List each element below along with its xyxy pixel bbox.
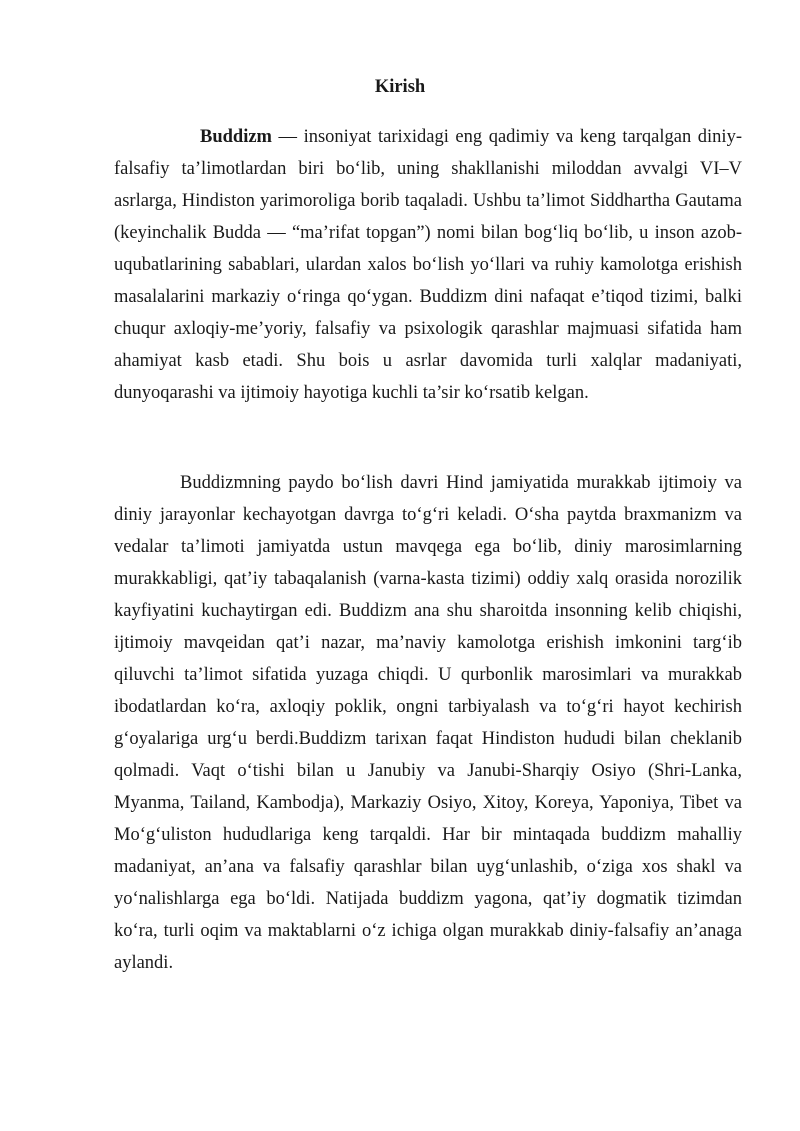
page-title: Kirish: [374, 77, 426, 97]
paragraph-intro-text: — insoniyat tarixidagi eng qadimiy va keng tarqalgan diniy-falsafiy ta’limotlardan biri bo‘lib, uning shakllanishi miloddan avvalgi VI–V asrlarga, Hindiston yarimoroliga borib taqaladi. Ushbu ta’limot Siddhartha Gautama (keyinchalik Budda — “ma’rifat topgan”) nomi bilan bog‘liq bo‘lib, u inson azob-uqubatlarining sabablari, ulardan xalos bo‘lish yo‘llari va ruhiy kamolotga erishish masalalarini markaziy o‘ringa qo‘ygan. Buddizm dini nafaqat e’tiqod tizimi, balki chuqur axloqiy-me’yoriy, falsafiy va psixologik qarashlar majmuasi sifatida ham ahamiyat kasb etadi. Shu bois u asrlar davomida turli xalqlar madaniyati, dunyoqarashi va ijtimoiy hayotiga kuchli ta’sir ko‘rsatib kelgan.: [114, 127, 742, 403]
paragraph-intro: [114, 121, 742, 409]
paragraph-lead-term: Buddizm: [200, 127, 272, 147]
paragraph-history: Buddizmning paydo bo‘lish davri Hind jamiyatida murakkab ijtimoiy va diniy jarayonlar kechayotgan davrga to‘g‘ri keladi. O‘sha paytda braxmanizm va vedalar ta’limoti jamiyatda ustun mavqega ega bo‘lib, diniy marosimlarning murakkabligi, qat’iy tabaqalanish (varna-kasta tizimi) oddiy xalq orasida norozilik kayfiyatini kuchaytirgan edi. Buddizm ana shu sharoitda insonning kelib chiqishi, ijtimoiy mavqeidan qat’i nazar, ma’naviy kamolotga erishish imkonini targ‘ib qiluvchi ta’limot sifatida yuzaga chiqdi. U qurbonlik marosimlari va murakkab ibodatlardan ko‘ra, axloqiy poklik, ongni tarbiyalash va to‘g‘ri hayot kechirish g‘oyalariga urg‘u berdi.Buddizm tarixan faqat Hindiston hududi bilan cheklanib qolmadi. Vaqt o‘tishi bilan u Janubiy va Janubi-Sharqiy Osiyo (Shri-Lanka, Myanma, Tailand, Kambodja), Markaziy Osiyo, Xitoy, Koreya, Yaponiya, Tibet va Mo‘g‘uliston hududlariga keng tarqaldi. Har bir mintaqada buddizm mahalliy madaniyat, an’ana va falsafiy qarashlar bilan uyg‘unlashib, o‘ziga xos shakl va yo‘nalishlarga ega bo‘ldi. Natijada buddizm yagona, qat’iy dogmatik tizimdan ko‘ra, turli oqim va maktablarni o‘z ichiga olgan murakkab diniy-falsafiy an’anaga aylandi.: [114, 473, 742, 973]
